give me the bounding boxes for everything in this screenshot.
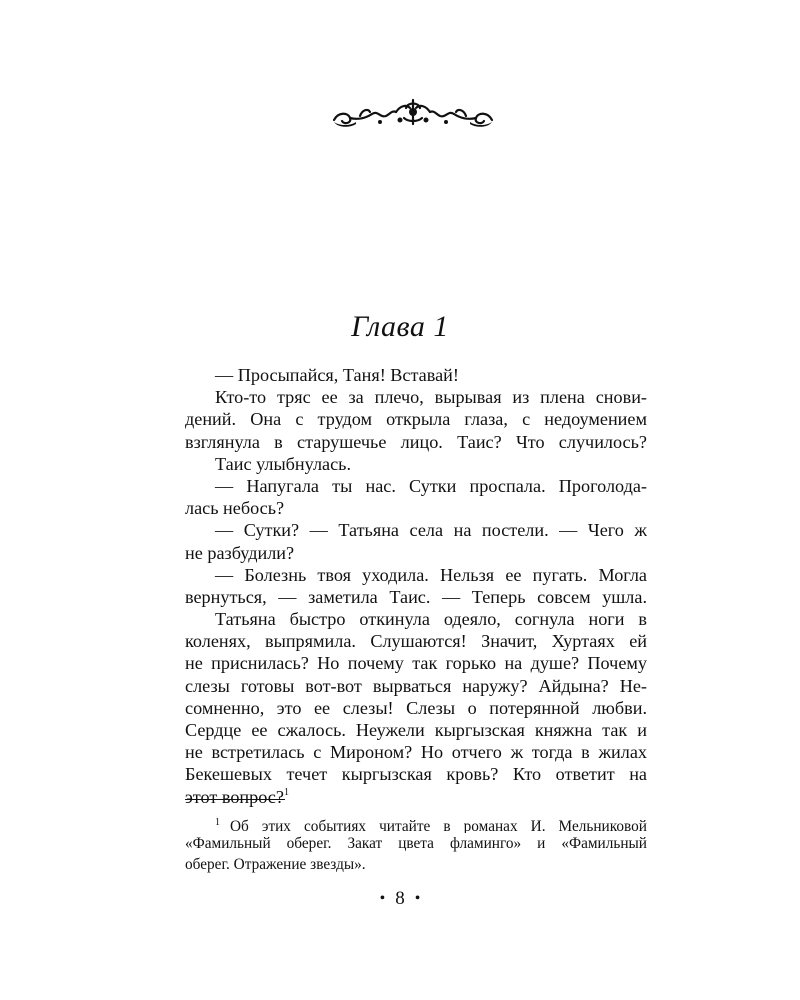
decorative-ornament-icon: [330, 96, 496, 130]
text-line: — Напугала ты нас. Сутки проспала. Проголода-: [215, 475, 647, 496]
page-number-block: [0, 888, 800, 910]
chapter-title: Глава 1: [351, 310, 449, 343]
text-line: Татьяна быстро откинула одеяло, согнула ноги в: [215, 609, 647, 630]
text-line: не разбудили?: [185, 542, 295, 563]
text-line: Кто-то тряс ее за плечо, вырывая из плена снови-: [215, 387, 647, 408]
text-line: сомненно, это ее слезы! Слезы о потерянной любви.: [185, 697, 647, 718]
text-line: дений. Она с трудом открыла глаза, с недоумением: [185, 409, 647, 430]
footnote-mark: 1: [215, 817, 220, 828]
text-line: — Сутки? — Татьяна села на постели. — Чего ж: [215, 520, 647, 541]
text-line: — Просыпайся, Таня! Вставай!: [215, 365, 459, 385]
text-line: слезы готовы вот-вот вырваться наружу? Айдына? Не-: [185, 675, 647, 696]
text-line-last: [185, 786, 647, 808]
footnote-line: [185, 812, 647, 833]
chapter-body: [185, 364, 647, 808]
text-line: Бекешевых течет кыргызская кровь? Кто ответит на: [185, 764, 647, 785]
text-line: лась небось?: [185, 498, 285, 519]
footnote: [185, 812, 647, 875]
text-line: взглянула в старушечье лицо. Таис? Что случилось?: [185, 431, 647, 452]
text-line: не встретилась с Мироном? Но отчего ж тогда в жилах: [185, 742, 647, 763]
text-line: Сердце ее сжалось. Неужели кыргызская княжна так и: [185, 720, 647, 740]
page-number: 8: [395, 888, 405, 909]
text-line: — Болезнь твоя уходила. Нельзя ее пугать. Могла: [215, 564, 647, 585]
text-line: Таис улыбнулась.: [215, 453, 352, 474]
text-line: этот вопрос?: [185, 786, 284, 807]
footnote-line: «Фамильный оберег. Закат цвета фламинго» и «Фамильный: [185, 835, 647, 852]
footnote-reference[interactable]: 1: [283, 786, 289, 798]
bullet-icon: •: [414, 890, 421, 907]
footnote-divider: [185, 799, 285, 800]
text-line: не приснилась? Но почему так горько на душе? Почему: [185, 653, 647, 674]
footnote-line: оберег. Отражение звезды».: [185, 856, 366, 873]
text-line: вернуться, — заметила Таис. — Теперь совсем ушла.: [185, 586, 647, 607]
text-line: коленях, выпрямила. Слушаются! Значит, Хуртаях ей: [185, 631, 647, 652]
bullet-icon: •: [379, 890, 386, 907]
footnote-text: Об этих событиях читайте в романах И. Мельниковой: [230, 818, 647, 833]
